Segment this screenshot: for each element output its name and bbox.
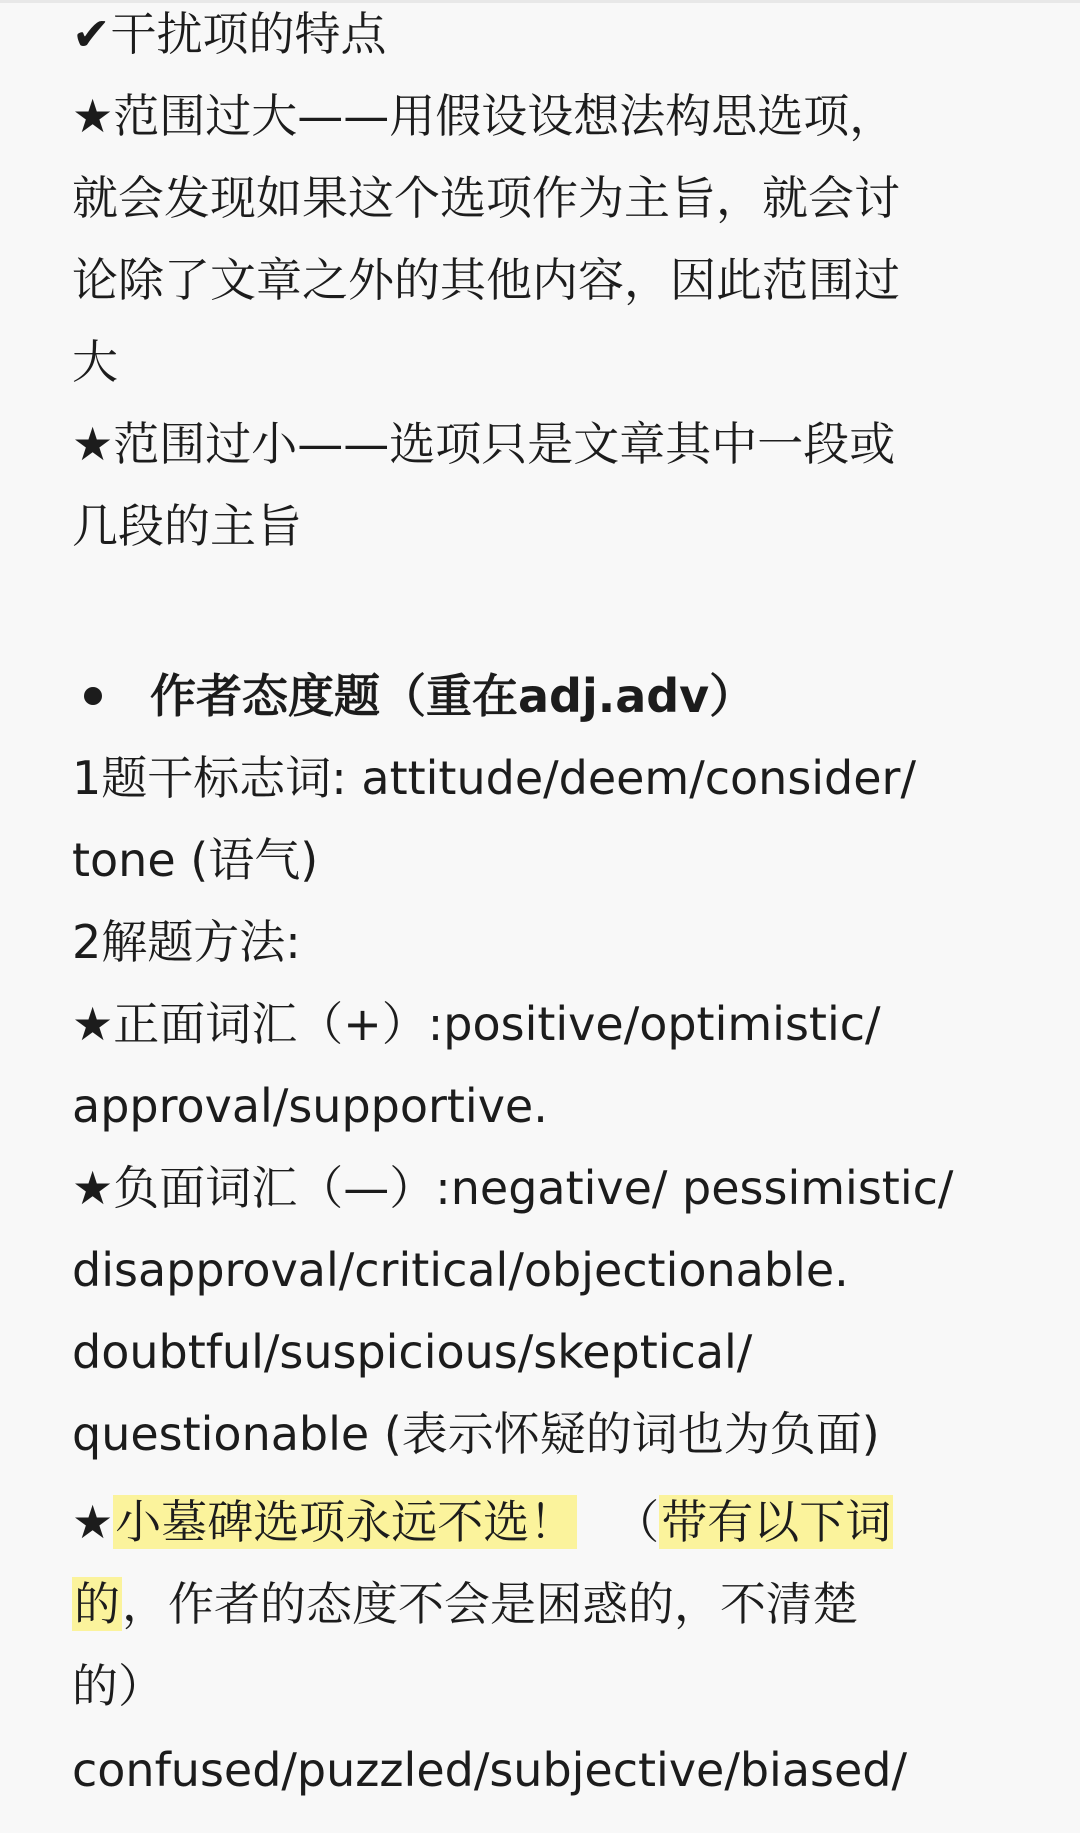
section-heading-text: 作者态度题（重在adj.adv）: [150, 669, 756, 723]
highlighted-text: 的: [74, 1577, 120, 1631]
text-line: confused/puzzled/subjective/biased/: [72, 1743, 907, 1797]
section-heading: [84, 655, 755, 737]
text-line: 论除了文章之外的其他内容，因此范围过: [72, 253, 900, 307]
text-line: 就会发现如果这个选项作为主旨，就会讨: [72, 171, 900, 225]
text-line: 几段的主旨: [72, 499, 302, 553]
star-mark: ★: [72, 1495, 114, 1549]
text-line: 1题干标志词: attitude/deem/consider/: [72, 751, 916, 805]
highlighted-text: 小墓碑选项永远不选！: [115, 1495, 576, 1549]
text-line: tone (语气): [72, 833, 319, 887]
text-line: ★正面词汇（+）:positive/optimistic/: [72, 997, 881, 1051]
bullet-dot-icon: [84, 687, 102, 705]
text-line: 的）: [72, 1659, 164, 1713]
text-line: ★负面词汇（—）:negative/ pessimistic/: [72, 1161, 954, 1215]
text-line: disapproval/critical/objectionable.: [72, 1243, 849, 1297]
text-line: 2解题方法:: [72, 915, 301, 969]
text-line: ★范围过大——用假设设想法构思选项，: [72, 89, 896, 143]
text-line: doubtful/suspicious/skeptical/: [72, 1325, 753, 1379]
text-line: ★范围过小——选项只是文章其中一段或: [72, 417, 896, 471]
text-fragment: ，作者的态度不会是困惑的，不清楚: [122, 1577, 858, 1631]
text-line: 大: [72, 335, 118, 389]
text-line: [72, 1481, 893, 1563]
text-fragment: （: [613, 1495, 660, 1549]
text-line: questionable (表示怀疑的词也为负面): [72, 1407, 880, 1461]
text-line: [72, 1563, 858, 1645]
text-line: approval/supportive.: [72, 1079, 548, 1133]
highlighted-text: 带有以下词: [661, 1495, 892, 1549]
text-line: ✔干扰项的特点: [72, 7, 387, 61]
